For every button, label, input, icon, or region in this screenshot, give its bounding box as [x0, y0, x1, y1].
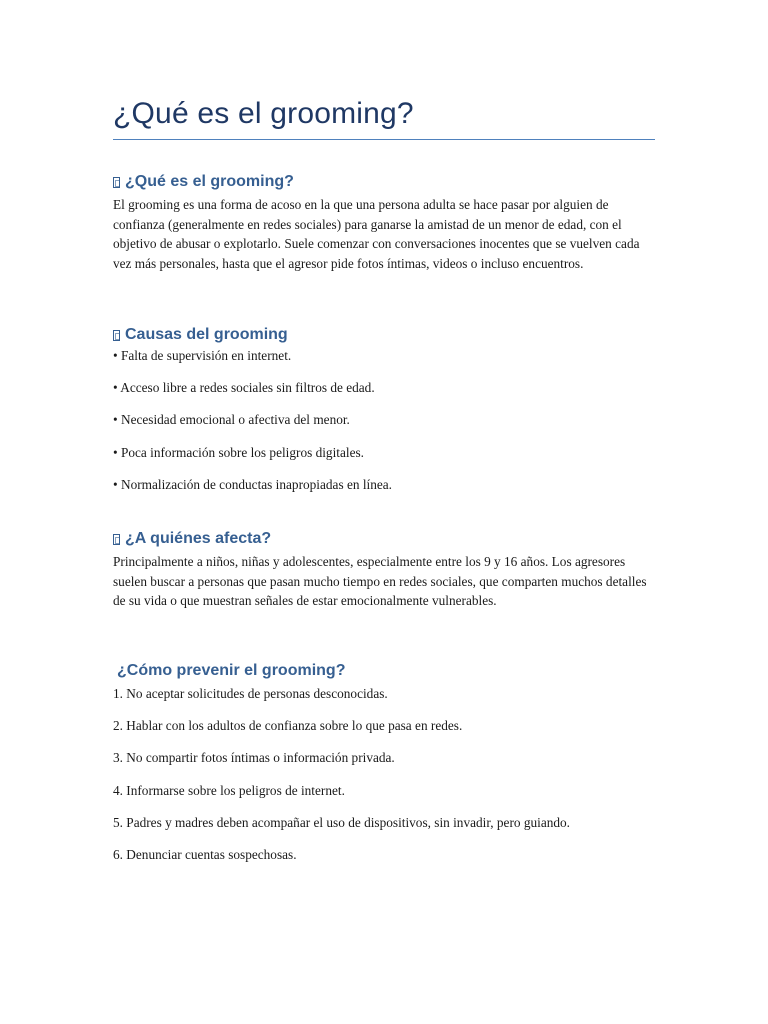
list-item: 4. Informarse sobre los peligros de internet. — [113, 782, 345, 798]
document-title: ¿Qué es el grooming? — [113, 97, 414, 130]
section-what-is — [113, 172, 655, 273]
prevention-list — [113, 686, 655, 863]
causes-list — [113, 348, 655, 493]
title-divider — [113, 139, 655, 140]
missing-glyph-icon — [113, 534, 120, 545]
section-heading-text: Causas del grooming — [125, 326, 288, 343]
section-heading — [113, 325, 655, 345]
list-item: • Necesidad emocional o afectiva del menor. — [113, 412, 350, 428]
section-heading-text: ¿Cómo prevenir el grooming? — [117, 662, 346, 679]
missing-glyph-icon — [113, 330, 120, 341]
list-item: • Acceso libre a redes sociales sin filtros de edad. — [113, 380, 375, 396]
section-heading — [113, 529, 655, 549]
section-prevention — [113, 661, 655, 863]
list-item: 2. Hablar con los adultos de confianza sobre lo que pasa en redes. — [113, 718, 463, 734]
section-causes — [113, 325, 655, 493]
list-item: • Poca información sobre los peligros digitales. — [113, 444, 364, 460]
section-heading-text: ¿A quiénes afecta? — [125, 530, 272, 547]
list-item: 5. Padres y madres deben acompañar el uso de dispositivos, sin invadir, pero guiando. — [113, 814, 571, 830]
section-paragraph: Principalmente a niños, niñas y adolescentes, especialmente entre los 9 y 16 años. Los agresores suelen buscar a personas que pasan mucho tiempo en redes sociales, que comparten muchos detalles de su vida o que muestran señales de estar emocionalmente vulnerables. — [113, 554, 647, 608]
list-item: 3. No compartir fotos íntimas o información privada. — [113, 750, 395, 766]
section-heading — [113, 661, 655, 681]
list-item: 1. No aceptar solicitudes de personas desconocidas. — [113, 686, 388, 701]
section-who-affected — [113, 529, 655, 611]
list-item: 6. Denunciar cuentas sospechosas. — [113, 846, 297, 862]
list-item: • Normalización de conductas inapropiadas en línea. — [113, 476, 392, 492]
list-item: • Falta de supervisión en internet. — [113, 348, 292, 363]
section-heading — [113, 172, 655, 192]
section-heading-text: ¿Qué es el grooming? — [125, 173, 294, 190]
section-paragraph: El grooming es una forma de acoso en la que una persona adulta se hace pasar por alguien de confianza (generalmente en redes sociales) para ganarse la amistad de un menor de edad, con el objetivo de abusar o explotarlo. Suele comenzar con conversaciones inocentes que se vuelven cada vez más personales, hasta que el agresor pide fotos íntimas, videos o incluso encuentros. — [113, 197, 640, 271]
missing-glyph-icon — [113, 177, 120, 188]
